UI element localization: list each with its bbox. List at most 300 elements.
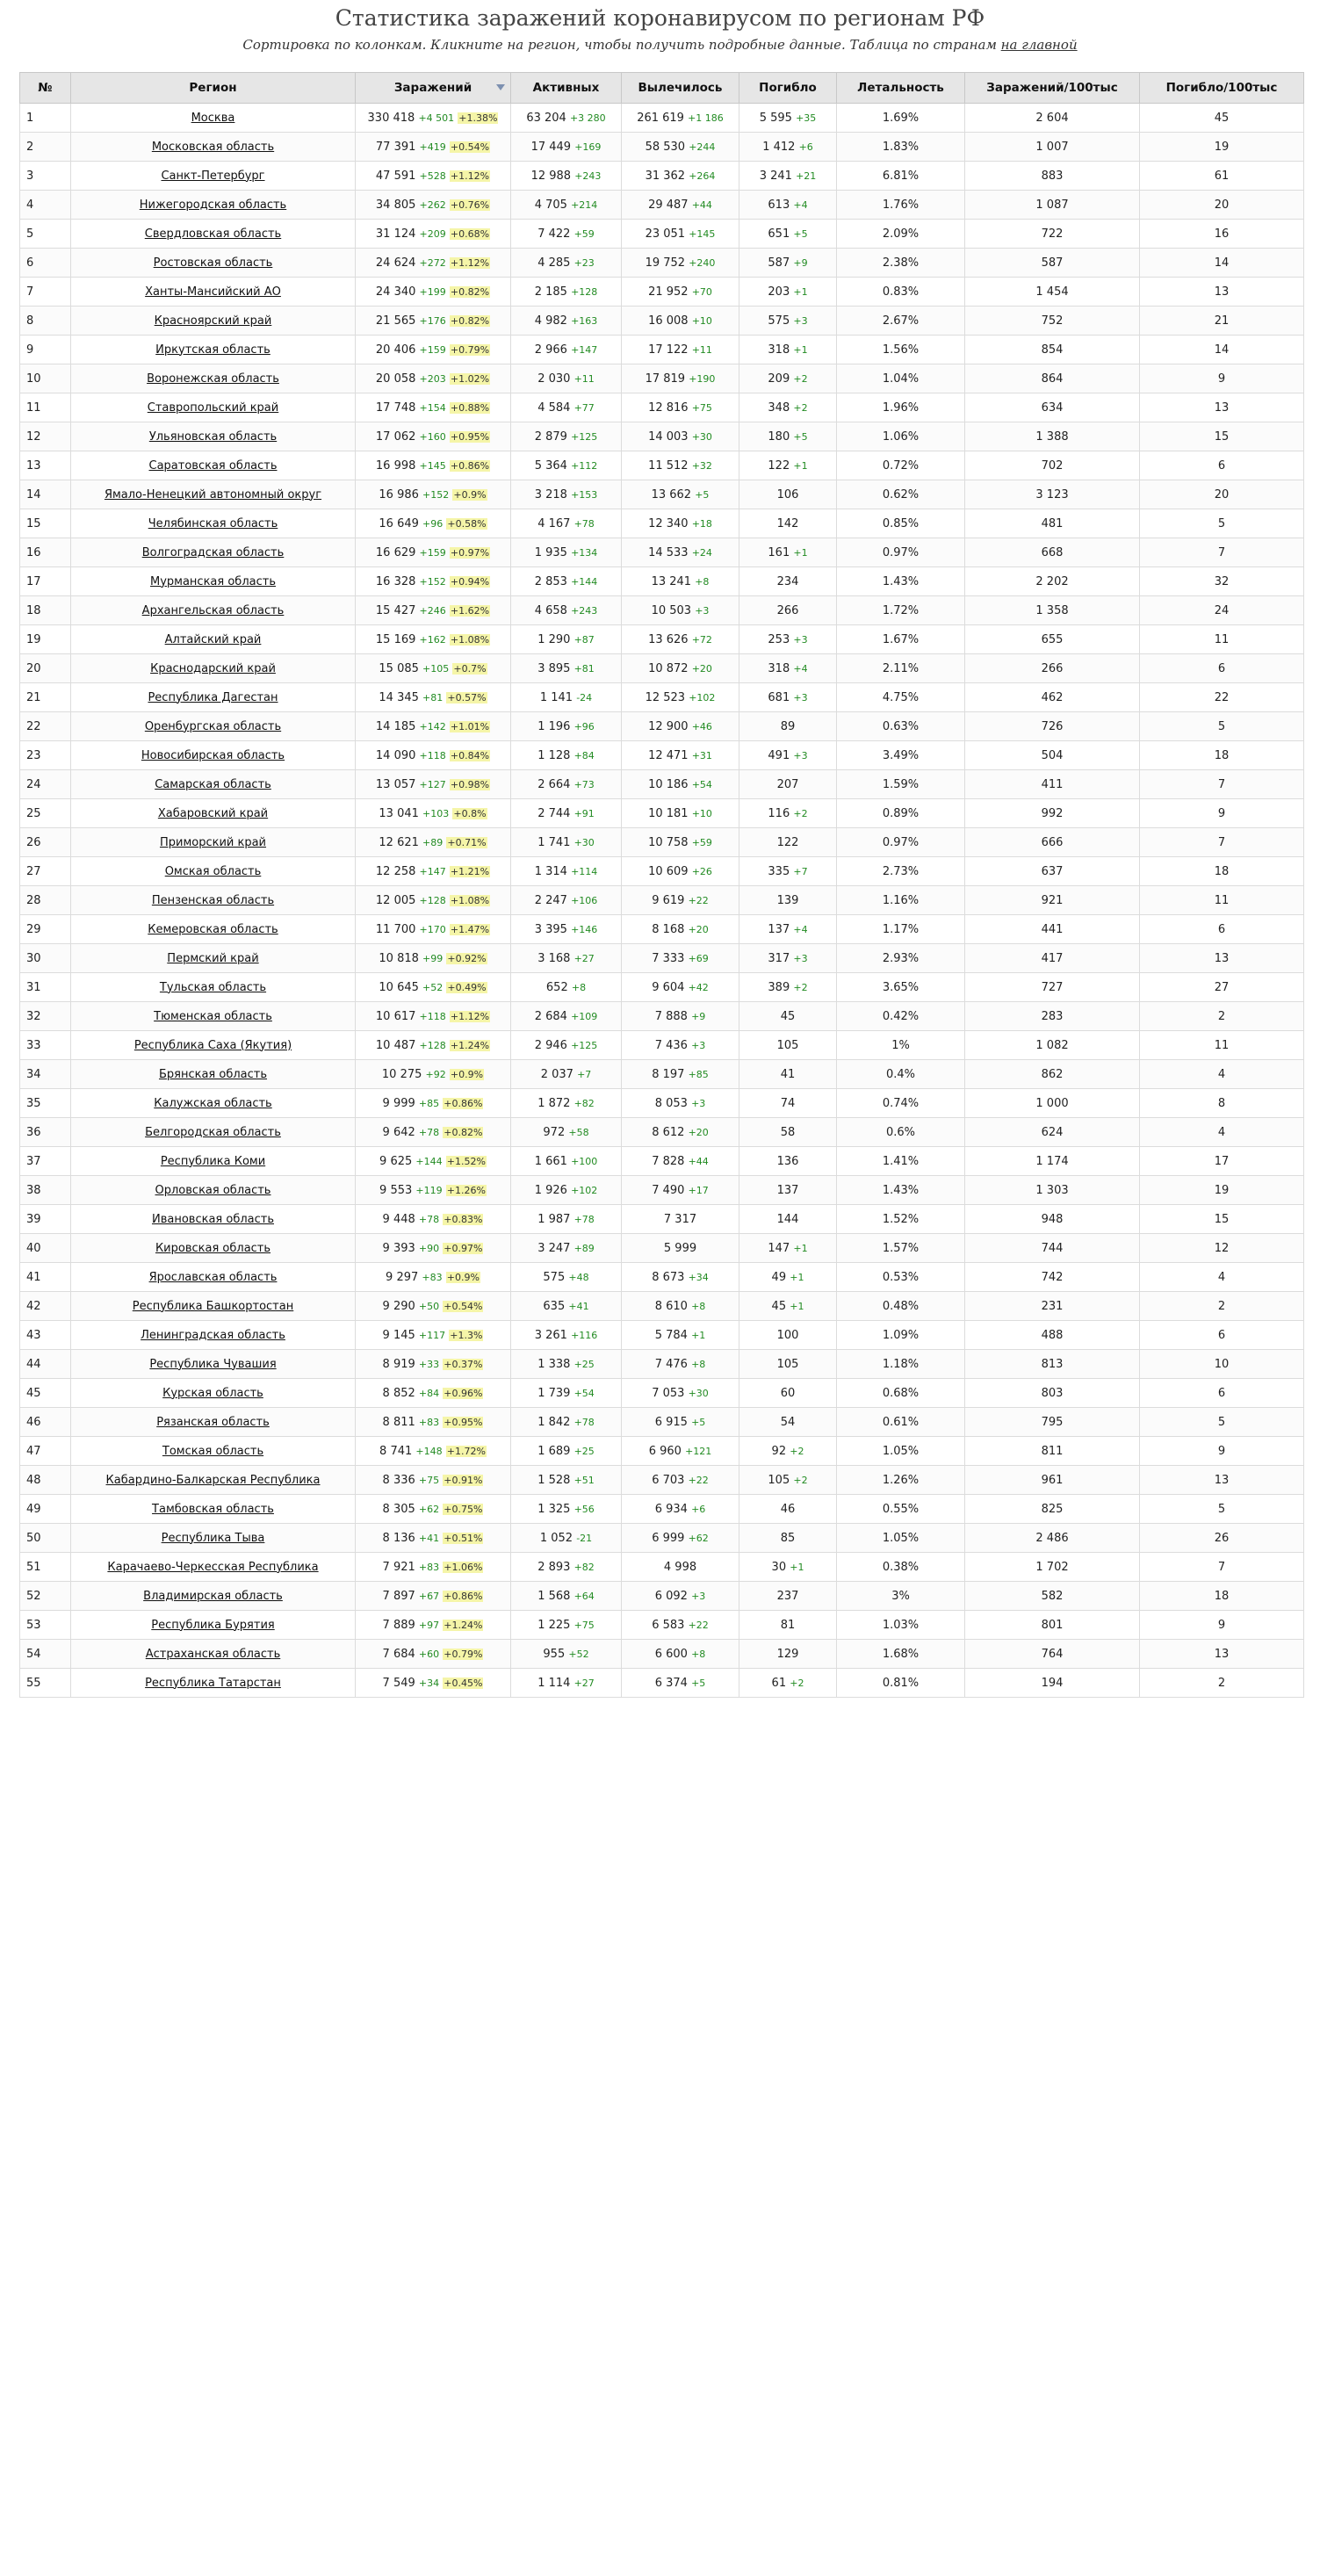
- region-link[interactable]: Ленинградская область: [141, 1328, 285, 1342]
- recovered-value: 8 610: [654, 1299, 688, 1313]
- infections-cell: [356, 393, 511, 422]
- lethality-cell: 0.89%: [837, 799, 965, 828]
- deaths-value: 207: [776, 777, 799, 791]
- table-row: [20, 538, 1304, 567]
- table-row: [20, 1060, 1304, 1089]
- recovered-cell: [622, 1089, 739, 1118]
- active-cell: [511, 886, 622, 915]
- infections-value: 17 062: [375, 429, 416, 444]
- region-link[interactable]: Мурманская область: [150, 574, 276, 588]
- recovered-delta: +24: [691, 546, 712, 559]
- deaths-value: 681: [768, 690, 790, 704]
- recovered-value: 6 915: [654, 1415, 688, 1429]
- region-link[interactable]: Ставропольский край: [147, 400, 279, 415]
- table-row: [20, 915, 1304, 944]
- recovered-value: 14 003: [648, 429, 689, 444]
- region-link[interactable]: Ульяновская область: [148, 429, 278, 444]
- deaths-value: 105: [776, 1357, 799, 1371]
- infections-percent: +0.79%: [444, 1648, 483, 1660]
- deaths-value: 3 241: [759, 169, 792, 183]
- region-link[interactable]: Нижегородская область: [139, 198, 287, 212]
- row-number: 42: [20, 1292, 71, 1321]
- deaths-per-100k-cell: 18: [1140, 741, 1304, 770]
- region-link[interactable]: Рязанская область: [156, 1415, 270, 1429]
- table-row: [20, 1292, 1304, 1321]
- table-row: [20, 191, 1304, 220]
- infections-delta: +89: [422, 836, 444, 848]
- infections-delta: +83: [418, 1416, 440, 1428]
- deaths-value: 209: [768, 372, 790, 386]
- deaths-value: 142: [776, 516, 799, 530]
- region-cell: [71, 1408, 356, 1437]
- column-header-number[interactable]: №: [20, 73, 71, 104]
- active-cell: [511, 1582, 622, 1611]
- infections-percent: +1.21%: [450, 865, 490, 877]
- infections-value: 16 649: [379, 516, 419, 530]
- lethality-cell: 1.04%: [837, 364, 965, 393]
- infections-cell: [356, 567, 511, 596]
- deaths-delta: +2: [793, 401, 808, 414]
- active-value: 3 261: [534, 1328, 567, 1342]
- recovered-delta: +20: [691, 662, 712, 675]
- infections-percent: +1.26%: [446, 1184, 486, 1196]
- infections-delta: +41: [418, 1532, 440, 1544]
- infections-delta: +118: [419, 749, 446, 761]
- infections-value: 7 889: [382, 1618, 415, 1632]
- table-row: [20, 1582, 1304, 1611]
- deaths-delta: +1: [790, 1561, 804, 1573]
- deaths-per-100k-cell: 45: [1140, 104, 1304, 133]
- infections-percent: +0.83%: [444, 1213, 483, 1225]
- infections-value: 16 328: [375, 574, 416, 588]
- active-delta: +169: [574, 141, 602, 153]
- region-cell: [71, 741, 356, 770]
- region-cell: [71, 307, 356, 336]
- infections-value: 16 986: [379, 487, 419, 501]
- table-row: [20, 683, 1304, 712]
- deaths-cell: [739, 683, 837, 712]
- recovered-value: 10 503: [651, 603, 692, 617]
- deaths-value: 60: [780, 1386, 796, 1400]
- recovered-cell: [622, 973, 739, 1002]
- infections-value: 14 345: [379, 690, 419, 704]
- infections-per-100k-cell: 727: [965, 973, 1140, 1002]
- lethality-cell: 1.17%: [837, 915, 965, 944]
- recovered-delta: +6: [691, 1503, 706, 1515]
- infections-delta: +147: [419, 865, 446, 877]
- active-delta: +73: [573, 778, 595, 790]
- table-row: [20, 393, 1304, 422]
- region-link[interactable]: Тюменская область: [154, 1009, 272, 1023]
- region-link[interactable]: Астраханская область: [145, 1647, 281, 1661]
- table-row: [20, 1031, 1304, 1060]
- infections-value: 9 297: [386, 1270, 419, 1284]
- row-number: 33: [20, 1031, 71, 1060]
- region-link[interactable]: Краснодарский край: [150, 661, 276, 675]
- infections-per-100k-cell: 801: [965, 1611, 1140, 1640]
- deaths-per-100k-cell: 26: [1140, 1524, 1304, 1553]
- region-link[interactable]: Омская область: [164, 864, 262, 878]
- deaths-per-100k-cell: 19: [1140, 1176, 1304, 1205]
- main-page-link[interactable]: на главной: [1000, 37, 1078, 53]
- recovered-value: 12 816: [648, 400, 689, 415]
- lethality-cell: 2.09%: [837, 220, 965, 249]
- deaths-value: 85: [780, 1531, 796, 1545]
- deaths-delta: +3: [793, 952, 808, 964]
- deaths-per-100k-cell: 21: [1140, 307, 1304, 336]
- deaths-per-100k-cell: 9: [1140, 799, 1304, 828]
- deaths-value: 58: [780, 1125, 796, 1139]
- deaths-delta: +7: [793, 865, 808, 877]
- infections-delta: +52: [422, 981, 444, 993]
- row-number: 35: [20, 1089, 71, 1118]
- active-delta: +146: [571, 923, 598, 935]
- deaths-delta: +1: [793, 546, 808, 559]
- column-header-infections[interactable]: [356, 73, 511, 104]
- deaths-cell: [739, 162, 837, 191]
- active-cell: [511, 364, 622, 393]
- deaths-value: 147: [768, 1241, 790, 1255]
- deaths-value: 237: [776, 1589, 799, 1603]
- region-link[interactable]: Ивановская область: [151, 1212, 274, 1226]
- active-delta: +109: [571, 1010, 598, 1022]
- deaths-per-100k-cell: 14: [1140, 249, 1304, 278]
- region-link[interactable]: Кемеровская область: [148, 922, 278, 936]
- region-link[interactable]: Орловская область: [155, 1183, 271, 1197]
- active-delta: +87: [573, 633, 595, 646]
- active-delta: +116: [571, 1329, 598, 1341]
- active-value: 2 030: [537, 372, 571, 386]
- row-number: 29: [20, 915, 71, 944]
- table-row: [20, 1147, 1304, 1176]
- infections-value: 14 185: [375, 719, 416, 733]
- table-row: [20, 249, 1304, 278]
- deaths-per-100k-cell: 15: [1140, 1205, 1304, 1234]
- region-cell: [71, 1031, 356, 1060]
- active-cell: [511, 278, 622, 307]
- column-header-region[interactable]: Регион: [71, 73, 356, 104]
- column-header-infections-per-100k[interactable]: Заражений/100тыс: [965, 73, 1140, 104]
- infections-cell: [356, 1553, 511, 1582]
- deaths-cell: [739, 1263, 837, 1292]
- deaths-cell: [739, 191, 837, 220]
- region-link[interactable]: Оренбургская область: [144, 719, 282, 733]
- deaths-per-100k-cell: 20: [1140, 480, 1304, 509]
- infections-value: 14 090: [375, 748, 416, 762]
- deaths-cell: [739, 1495, 837, 1524]
- region-link[interactable]: Кабардино-Балкарская Республика: [105, 1473, 321, 1487]
- region-link[interactable]: Республика Чувашия: [149, 1357, 277, 1371]
- active-delta: +112: [571, 459, 598, 472]
- infections-value: 7 549: [382, 1676, 415, 1690]
- active-cell: [511, 1089, 622, 1118]
- region-link[interactable]: Карачаево-Черкесская Республика: [107, 1560, 319, 1574]
- region-link[interactable]: Иркутская область: [155, 343, 270, 357]
- region-link[interactable]: Ярославская область: [148, 1270, 278, 1284]
- region-link[interactable]: Пензенская область: [151, 893, 275, 907]
- region-link[interactable]: Тамбовская область: [152, 1502, 274, 1516]
- infections-delta: +203: [419, 372, 446, 385]
- region-link[interactable]: Приморский край: [159, 835, 267, 849]
- row-number: 38: [20, 1176, 71, 1205]
- deaths-value: 100: [776, 1328, 799, 1342]
- recovered-cell: [622, 1002, 739, 1031]
- infections-percent: +0.88%: [450, 401, 490, 414]
- region-link[interactable]: Красноярский край: [154, 314, 272, 328]
- deaths-value: 491: [768, 748, 790, 762]
- infections-cell: [356, 104, 511, 133]
- region-link[interactable]: Ямало-Ненецкий автономный округ: [104, 487, 322, 501]
- recovered-cell: [622, 1147, 739, 1176]
- region-cell: [71, 220, 356, 249]
- row-number: 20: [20, 654, 71, 683]
- recovered-delta: +32: [691, 459, 712, 472]
- region-link[interactable]: Волгоградская область: [141, 545, 285, 559]
- region-link[interactable]: Республика Татарстан: [145, 1676, 281, 1690]
- active-cell: [511, 1611, 622, 1640]
- active-value: 4 705: [534, 198, 567, 212]
- row-number: 55: [20, 1669, 71, 1698]
- deaths-value: 139: [776, 893, 799, 907]
- infections-percent: +1.08%: [450, 894, 490, 906]
- region-link[interactable]: Воронежская область: [147, 372, 279, 386]
- recovered-value: 10 872: [648, 661, 689, 675]
- infections-percent: +0.86%: [450, 459, 490, 472]
- recovered-cell: [622, 567, 739, 596]
- region-link[interactable]: Республика Коми: [160, 1154, 266, 1168]
- infections-delta: +160: [419, 430, 446, 443]
- region-link[interactable]: Томская область: [162, 1444, 264, 1458]
- infections-percent: +1.12%: [450, 1010, 490, 1022]
- recovered-delta: +20: [688, 1126, 709, 1138]
- deaths-value: 348: [768, 400, 790, 415]
- recovered-delta: +46: [691, 720, 712, 732]
- deaths-per-100k-cell: 11: [1140, 1031, 1304, 1060]
- column-header-deaths-per-100k[interactable]: Погибло/100тыс: [1140, 73, 1304, 104]
- lethality-cell: 0.55%: [837, 1495, 965, 1524]
- row-number: 9: [20, 336, 71, 364]
- infections-percent: +1.08%: [450, 633, 490, 646]
- active-value: 1 739: [537, 1386, 571, 1400]
- recovered-delta: +244: [689, 141, 716, 153]
- recovered-delta: +1: [691, 1329, 706, 1341]
- active-delta: +125: [571, 430, 598, 443]
- infections-cell: [356, 191, 511, 220]
- row-number: 52: [20, 1582, 71, 1611]
- region-link[interactable]: Хабаровский край: [157, 806, 269, 820]
- infections-value: 24 340: [375, 285, 416, 299]
- infections-cell: [356, 133, 511, 162]
- table-header-row: [20, 73, 1304, 104]
- table-row: [20, 220, 1304, 249]
- region-link[interactable]: Кировская область: [155, 1241, 271, 1255]
- region-link[interactable]: Ханты-Мансийский АО: [145, 285, 281, 299]
- region-link[interactable]: Курская область: [162, 1386, 263, 1400]
- infections-value: 8 336: [382, 1473, 415, 1487]
- active-cell: [511, 1002, 622, 1031]
- region-link[interactable]: Саратовская область: [148, 458, 278, 473]
- deaths-cell: [739, 1466, 837, 1495]
- active-cell: [511, 336, 622, 364]
- region-cell: [71, 1205, 356, 1234]
- column-header-lethality[interactable]: Летальность: [837, 73, 965, 104]
- infections-cell: [356, 1176, 511, 1205]
- region-link[interactable]: Республика Тыва: [161, 1531, 265, 1545]
- region-link[interactable]: Калужская область: [154, 1096, 272, 1110]
- infections-per-100k-cell: 1 303: [965, 1176, 1140, 1205]
- infections-cell: [356, 422, 511, 451]
- region-cell: [71, 1553, 356, 1582]
- infections-delta: +96: [422, 517, 444, 530]
- table-row: [20, 1437, 1304, 1466]
- region-link[interactable]: Белгородская область: [145, 1125, 281, 1139]
- region-link[interactable]: Новосибирская область: [141, 748, 285, 762]
- region-link[interactable]: Владимирская область: [143, 1589, 283, 1603]
- deaths-value: 129: [776, 1647, 799, 1661]
- lethality-cell: 0.38%: [837, 1553, 965, 1582]
- region-link[interactable]: Алтайский край: [164, 632, 262, 646]
- deaths-cell: [739, 336, 837, 364]
- infections-per-100k-cell: 634: [965, 393, 1140, 422]
- region-link[interactable]: Архангельская область: [141, 603, 285, 617]
- recovered-cell: [622, 1176, 739, 1205]
- region-link[interactable]: Санкт-Петербург: [161, 169, 265, 183]
- table-row: [20, 886, 1304, 915]
- infections-percent: +0.97%: [450, 546, 490, 559]
- active-delta: +153: [571, 488, 598, 501]
- deaths-cell: [739, 1408, 837, 1437]
- region-cell: [71, 1118, 356, 1147]
- active-cell: [511, 915, 622, 944]
- region-link[interactable]: Москва: [191, 111, 235, 125]
- deaths-delta: +5: [793, 430, 808, 443]
- recovered-value: 14 533: [648, 545, 689, 559]
- deaths-cell: [739, 973, 837, 1002]
- recovered-delta: +5: [691, 1416, 706, 1428]
- deaths-per-100k-cell: 24: [1140, 596, 1304, 625]
- region-cell: [71, 1002, 356, 1031]
- recovered-cell: [622, 422, 739, 451]
- active-value: 2 853: [534, 574, 567, 588]
- region-cell: [71, 915, 356, 944]
- lethality-cell: 1.68%: [837, 1640, 965, 1669]
- infections-value: 9 642: [382, 1125, 415, 1139]
- infections-cell: [356, 1060, 511, 1089]
- infections-per-100k-cell: 194: [965, 1669, 1140, 1698]
- infections-cell: [356, 770, 511, 799]
- table-row: [20, 1263, 1304, 1292]
- region-cell: [71, 1321, 356, 1350]
- deaths-cell: [739, 1292, 837, 1321]
- region-link[interactable]: Московская область: [151, 140, 275, 154]
- table-row: [20, 1002, 1304, 1031]
- active-delta: +84: [573, 749, 595, 761]
- deaths-cell: [739, 307, 837, 336]
- infections-percent: +0.82%: [444, 1126, 483, 1138]
- active-value: 1 325: [537, 1502, 571, 1516]
- recovered-value: 17 122: [648, 343, 689, 357]
- active-delta: +89: [573, 1242, 595, 1254]
- lethality-cell: 2.67%: [837, 307, 965, 336]
- region-link[interactable]: Тульская область: [159, 980, 267, 994]
- active-cell: [511, 1553, 622, 1582]
- infections-percent: +0.82%: [450, 314, 490, 327]
- deaths-value: 266: [776, 603, 799, 617]
- deaths-value: 318: [768, 343, 790, 357]
- row-number: 21: [20, 683, 71, 712]
- infections-cell: [356, 1640, 511, 1669]
- infections-per-100k-cell: 961: [965, 1466, 1140, 1495]
- lethality-cell: 1.06%: [837, 422, 965, 451]
- lethality-cell: 1.05%: [837, 1524, 965, 1553]
- recovered-value: 16 008: [648, 314, 689, 328]
- active-cell: [511, 307, 622, 336]
- active-delta: +100: [571, 1155, 598, 1167]
- lethality-cell: 3%: [837, 1582, 965, 1611]
- region-link[interactable]: Пермский край: [167, 951, 259, 965]
- row-number: 46: [20, 1408, 71, 1437]
- region-link[interactable]: Республика Дагестан: [148, 690, 278, 704]
- recovered-delta: +5: [691, 1677, 706, 1689]
- region-link[interactable]: Республика Саха (Якутия): [133, 1038, 292, 1052]
- recovered-cell: [622, 1669, 739, 1698]
- region-link[interactable]: Челябинская область: [148, 516, 278, 530]
- region-cell: [71, 191, 356, 220]
- table-row: [20, 1466, 1304, 1495]
- infections-per-100k-cell: 854: [965, 336, 1140, 364]
- infections-delta: +209: [419, 227, 446, 240]
- region-cell: [71, 1350, 356, 1379]
- column-header-deaths[interactable]: Погибло: [739, 73, 837, 104]
- deaths-per-100k-cell: 2: [1140, 1002, 1304, 1031]
- lethality-cell: 1%: [837, 1031, 965, 1060]
- active-value: 635: [543, 1299, 566, 1313]
- region-link[interactable]: Брянская область: [158, 1067, 268, 1081]
- region-link[interactable]: Ростовская область: [153, 256, 273, 270]
- region-link[interactable]: Республика Бурятия: [151, 1618, 275, 1632]
- infections-value: 8 136: [382, 1531, 415, 1545]
- infections-per-100k-cell: 1 007: [965, 133, 1140, 162]
- recovered-cell: [622, 828, 739, 857]
- region-link[interactable]: Свердловская область: [144, 227, 282, 241]
- infections-delta: +97: [418, 1619, 440, 1631]
- table-row: [20, 1379, 1304, 1408]
- table-row: [20, 336, 1304, 364]
- infections-cell: [356, 712, 511, 741]
- active-cell: [511, 1495, 622, 1524]
- infections-per-100k-cell: 2 486: [965, 1524, 1140, 1553]
- region-link[interactable]: Республика Башкортостан: [132, 1299, 294, 1313]
- column-header-active[interactable]: Активных: [511, 73, 622, 104]
- active-value: 1 842: [537, 1415, 571, 1429]
- deaths-delta: +2: [790, 1445, 804, 1457]
- infections-value: 9 553: [379, 1183, 413, 1197]
- recovered-value: 4 998: [663, 1560, 697, 1574]
- table-row: [20, 1205, 1304, 1234]
- infections-cell: [356, 1321, 511, 1350]
- region-link[interactable]: Самарская область: [155, 777, 271, 791]
- deaths-cell: [739, 1437, 837, 1466]
- column-header-recovered[interactable]: Вылечилось: [622, 73, 739, 104]
- infections-percent: +0.71%: [447, 836, 487, 848]
- table-row: [20, 654, 1304, 683]
- recovered-cell: [622, 915, 739, 944]
- recovered-delta: +18: [691, 517, 712, 530]
- deaths-delta: +3: [793, 691, 808, 704]
- infections-per-100k-cell: 462: [965, 683, 1140, 712]
- active-value: 5 364: [534, 458, 567, 473]
- infections-per-100k-cell: 481: [965, 509, 1140, 538]
